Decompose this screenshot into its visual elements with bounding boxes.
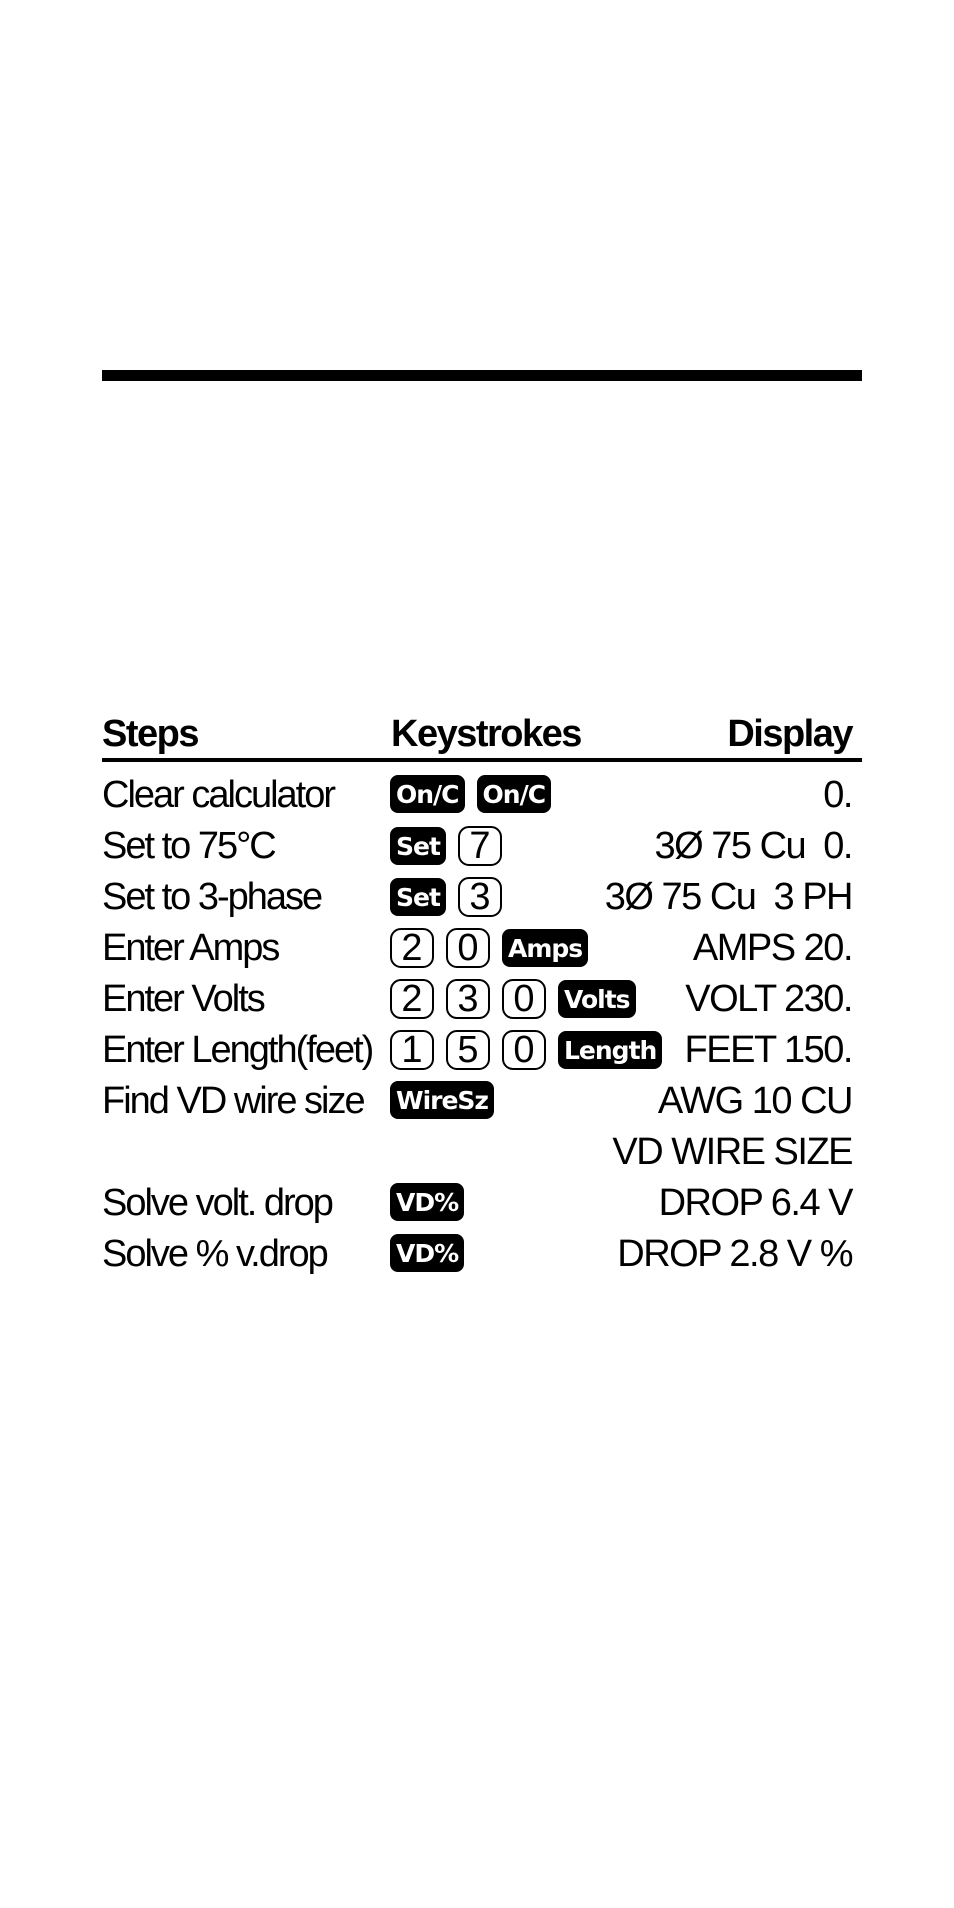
display-readout: 0.	[823, 774, 852, 816]
top-rule	[102, 370, 862, 381]
keystroke-sequence	[390, 1234, 464, 1272]
key-volts: Volts	[558, 980, 636, 1018]
table-row	[102, 1027, 862, 1078]
key-7: 7	[458, 826, 502, 866]
header-steps: Steps	[102, 713, 198, 755]
keystroke-sequence	[390, 877, 502, 917]
display-readout: DROP 2.8 V %	[617, 1233, 852, 1275]
key-vd: VD%	[390, 1234, 464, 1272]
step-label: Set to 75°C	[102, 825, 275, 867]
steps-table	[102, 713, 862, 1282]
display-readout: VOLT 230.	[685, 978, 852, 1020]
table-row	[102, 1180, 862, 1231]
table-row	[102, 976, 862, 1027]
key-set: Set	[390, 827, 446, 865]
display-readout: VD WIRE SIZE	[612, 1131, 852, 1173]
key-wiresz: WireSz	[390, 1081, 494, 1119]
step-label: Set to 3-phase	[102, 876, 322, 918]
key-length: Length	[558, 1031, 662, 1069]
display-readout: DROP 6.4 V	[658, 1182, 852, 1224]
header-display: Display	[727, 713, 852, 755]
display-readout: 3Ø 75 Cu 0.	[654, 825, 852, 867]
table-row	[102, 874, 862, 925]
keystroke-sequence	[390, 826, 502, 866]
key-1: 1	[390, 1030, 434, 1070]
key-0: 0	[502, 979, 546, 1019]
step-label: Clear calculator	[102, 774, 334, 816]
key-on-c: On/C	[390, 775, 465, 813]
keystroke-sequence	[390, 1030, 662, 1070]
header-keystrokes: Keystrokes	[391, 713, 581, 755]
key-5: 5	[446, 1030, 490, 1070]
table-row	[102, 823, 862, 874]
table-row	[102, 1129, 862, 1180]
keystroke-sequence	[390, 1081, 494, 1119]
key-2: 2	[390, 928, 434, 968]
step-label: Enter Amps	[102, 927, 279, 969]
table-body	[102, 772, 862, 1282]
key-0: 0	[502, 1030, 546, 1070]
key-3: 3	[446, 979, 490, 1019]
display-readout: FEET 150.	[684, 1029, 852, 1071]
table-header	[102, 713, 862, 762]
step-label: Solve % v.drop	[102, 1233, 327, 1275]
keystroke-sequence	[390, 1183, 464, 1221]
table-row	[102, 1078, 862, 1129]
step-label: Enter Volts	[102, 978, 264, 1020]
step-label: Enter Length(feet)	[102, 1029, 373, 1071]
key-vd: VD%	[390, 1183, 464, 1221]
table-row	[102, 925, 862, 976]
key-set: Set	[390, 878, 446, 916]
table-row	[102, 1231, 862, 1282]
keystroke-sequence	[390, 928, 588, 968]
display-readout: AWG 10 CU	[657, 1080, 852, 1122]
key-amps: Amps	[502, 929, 588, 967]
key-2: 2	[390, 979, 434, 1019]
table-row	[102, 772, 862, 823]
keystroke-sequence	[390, 775, 551, 813]
key-on-c: On/C	[477, 775, 552, 813]
key-3: 3	[458, 877, 502, 917]
step-label: Find VD wire size	[102, 1080, 364, 1122]
display-readout: 3Ø 75 Cu 3 PH	[604, 876, 852, 918]
display-readout: AMPS 20.	[692, 927, 852, 969]
keystroke-sequence	[390, 979, 636, 1019]
key-0: 0	[446, 928, 490, 968]
step-label: Solve volt. drop	[102, 1182, 332, 1224]
